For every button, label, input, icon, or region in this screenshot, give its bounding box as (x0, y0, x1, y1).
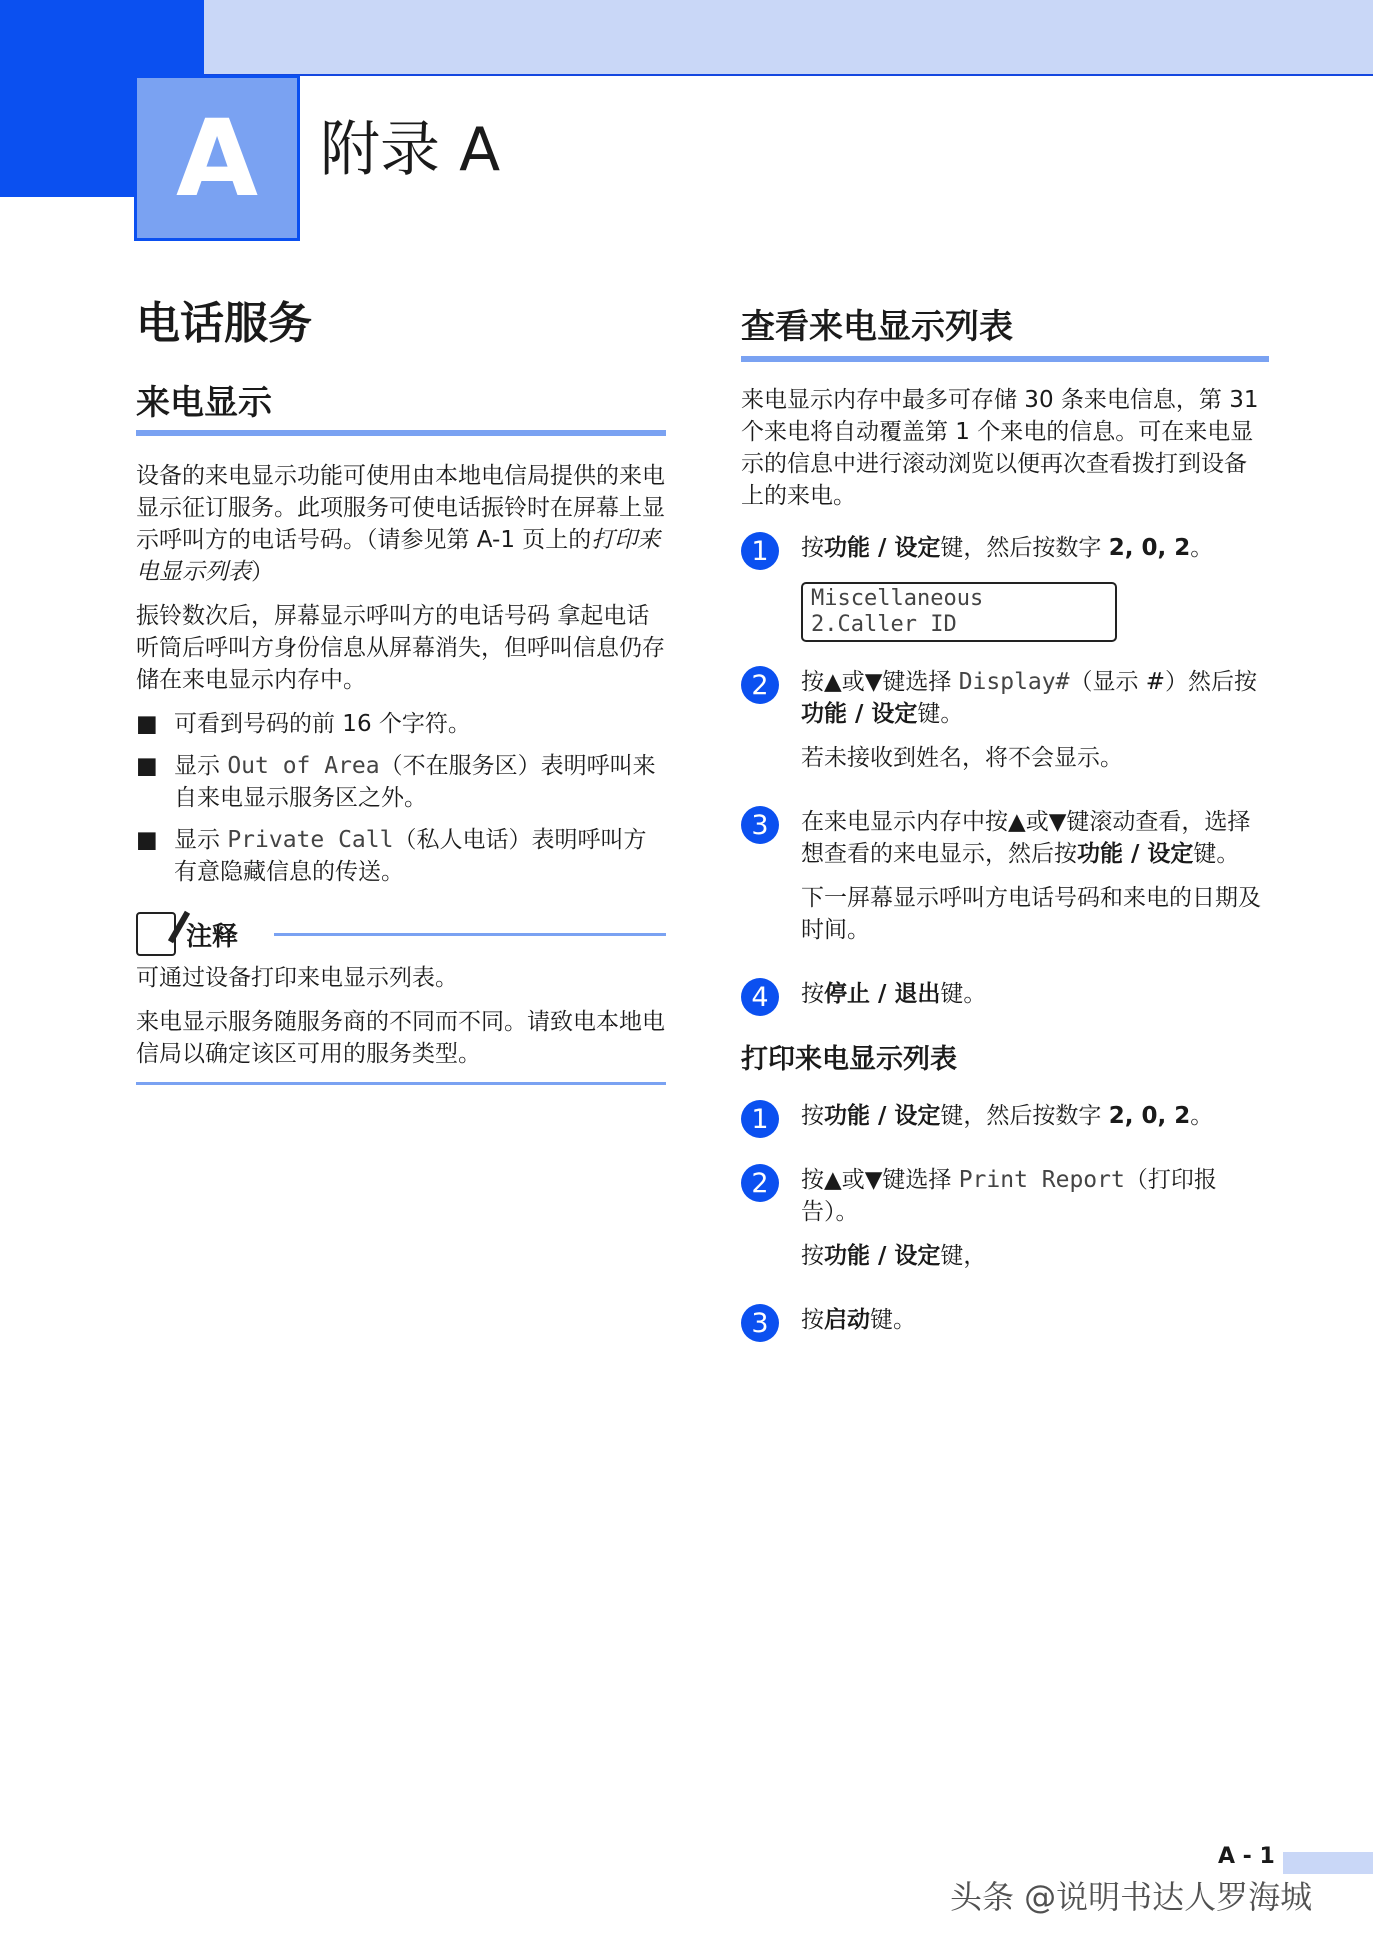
key-name: 停止 / 退出 (824, 981, 941, 1007)
step (741, 806, 1269, 958)
list-item-text: 显示 (174, 827, 228, 853)
header-band (0, 0, 1373, 76)
step-text-part: 键。 (917, 701, 964, 727)
step-text-part: 按 (801, 1103, 824, 1129)
step-text-part: 。 (1190, 1103, 1214, 1129)
step-text-part: 按 (801, 535, 824, 561)
note-label: 注释 (186, 921, 239, 952)
key-name: 功能 / 设定 (1077, 841, 1194, 867)
list-item (136, 824, 666, 888)
paragraph-text: ） (251, 559, 274, 585)
paragraph (136, 460, 666, 588)
key-name: 功能 / 设定 (801, 701, 918, 727)
list-item-text: 显示 (174, 753, 228, 779)
step-number-icon: 3 (741, 806, 779, 844)
step-text-part: 键，然后按数字 (940, 535, 1109, 561)
list-item (136, 750, 666, 814)
bullet-square-icon: ■ (136, 827, 158, 853)
key-name: 功能 / 设定 (824, 1103, 941, 1129)
step-number-icon: 2 (741, 666, 779, 704)
key-name: 启动 (824, 1307, 870, 1333)
section-title: 查看来电显示列表 (741, 304, 1269, 362)
key-digits: 2, 0, 2 (1108, 1103, 1191, 1129)
display-text: Out of Area (227, 753, 380, 779)
key-digits: 2, 0, 2 (1108, 535, 1191, 561)
note-header (136, 912, 666, 956)
step-number-icon: 2 (741, 1164, 779, 1202)
note-pencil-icon (136, 912, 176, 956)
chapter-letter: A (175, 96, 259, 220)
step-text-part: 键， (940, 1243, 987, 1269)
step-text-part: 键。 (870, 1307, 916, 1333)
step-text (801, 978, 1269, 1010)
page-number: A - 1 (1218, 1844, 1275, 1869)
step-text-part: 按▲或▼键选择 (801, 669, 959, 695)
bullet-square-icon: ■ (136, 753, 158, 779)
display-text: Private Call (227, 827, 394, 853)
step (741, 1304, 1269, 1348)
step-text-part: 。 (1190, 535, 1214, 561)
step-text-part: 按 (801, 1243, 824, 1269)
key-name: 功能 / 设定 (824, 535, 941, 561)
paragraph-text: 设备的来电显示功能可使用由本地电信局提供的来电显示征订服务。此项服务可使电话振铃时在屏幕上显示呼叫方的电话号码。（请参见第 A-1 页上的 (136, 463, 665, 553)
step-text-part: 按▲或▼键选择 (801, 1167, 959, 1193)
section-title: 电话服务 (136, 298, 312, 349)
left-column (136, 290, 666, 1085)
step (741, 532, 1269, 646)
paragraph: 振铃数次后，屏幕显示呼叫方的电话号码 拿起电话听筒后呼叫方身份信息从屏幕消失，但呼叫信息仍存储在来电显示内存中。 (136, 603, 665, 693)
list-item-text: （私人电话）表明呼叫方有意隐藏信息的传送。 (174, 827, 647, 885)
display-text: Display# (958, 669, 1070, 695)
divider (274, 933, 666, 936)
step (741, 1100, 1269, 1144)
step-text-part: 键。 (940, 981, 987, 1007)
step-note: 下一屏幕显示呼叫方电话号码和来电的日期及时间。 (801, 885, 1261, 943)
step-number-icon: 1 (741, 532, 779, 570)
subsection-title: 打印来电显示列表 (741, 1044, 957, 1075)
lcd-line: Miscellaneous (811, 586, 984, 611)
chapter-title: 附录 A (320, 115, 501, 185)
intro-paragraph: 来电显示内存中最多可存储 30 条来电信息，第 31 个来电将自动覆盖第 1 个来电的信息。可在来电显示的信息中进行滚动浏览以便再次查看拨打到设备上的来电。 (741, 387, 1259, 509)
page-number-bar (1283, 1852, 1373, 1874)
step (741, 978, 1269, 1022)
step-text (801, 1164, 1269, 1228)
divider (136, 1082, 666, 1085)
step-text-part: 按 (801, 1307, 824, 1333)
step-text (801, 1100, 1269, 1132)
note-text: 来电显示服务随服务商的不同而不同。请致电本地电信局以确定该区可用的服务类型。 (136, 1009, 665, 1067)
subsection-title: 来电显示 (136, 380, 666, 436)
watermark: 头条 @说明书达人罗海城 (950, 1878, 1313, 1916)
step-note: 若未接收到姓名，将不会显示。 (801, 745, 1123, 771)
right-column (741, 290, 1269, 1348)
step-text (801, 1304, 1269, 1336)
step (741, 666, 1269, 786)
step-text (801, 666, 1269, 730)
step-text (801, 532, 1269, 564)
list-item-text: 可看到号码的前 16 个字符。 (174, 711, 471, 737)
step-text-part: （显示 #）然后按 (1069, 669, 1258, 695)
note-text: 可通过设备打印来电显示列表。 (136, 965, 458, 991)
step-text-part: 按 (801, 981, 824, 1007)
list-item (136, 708, 666, 740)
list-item-text: （不在服务区）表明呼叫来自来电显示服务区之外。 (174, 753, 656, 811)
display-text: Print Report (958, 1167, 1125, 1193)
step-number-icon: 1 (741, 1100, 779, 1138)
step-text-part: （打印报告）。 (801, 1167, 1217, 1225)
cross-reference-link[interactable]: 打印来电显示列表 (136, 527, 661, 585)
lcd-display (801, 582, 1117, 642)
key-name: 功能 / 设定 (824, 1243, 941, 1269)
step-number-icon: 3 (741, 1304, 779, 1342)
step-text (801, 806, 1269, 870)
lcd-line: 2.Caller ID (811, 612, 957, 637)
chapter-badge (134, 75, 300, 241)
step-text-part: 键。 (1193, 841, 1240, 867)
step-text-part: 在来电显示内存中按▲或▼键滚动查看，选择想查看的来电显示，然后按 (801, 809, 1251, 867)
step-text-part: 键，然后按数字 (940, 1103, 1109, 1129)
step (741, 1164, 1269, 1284)
step-number-icon: 4 (741, 978, 779, 1016)
bullet-square-icon: ■ (136, 711, 158, 737)
step-text (801, 1240, 1269, 1272)
